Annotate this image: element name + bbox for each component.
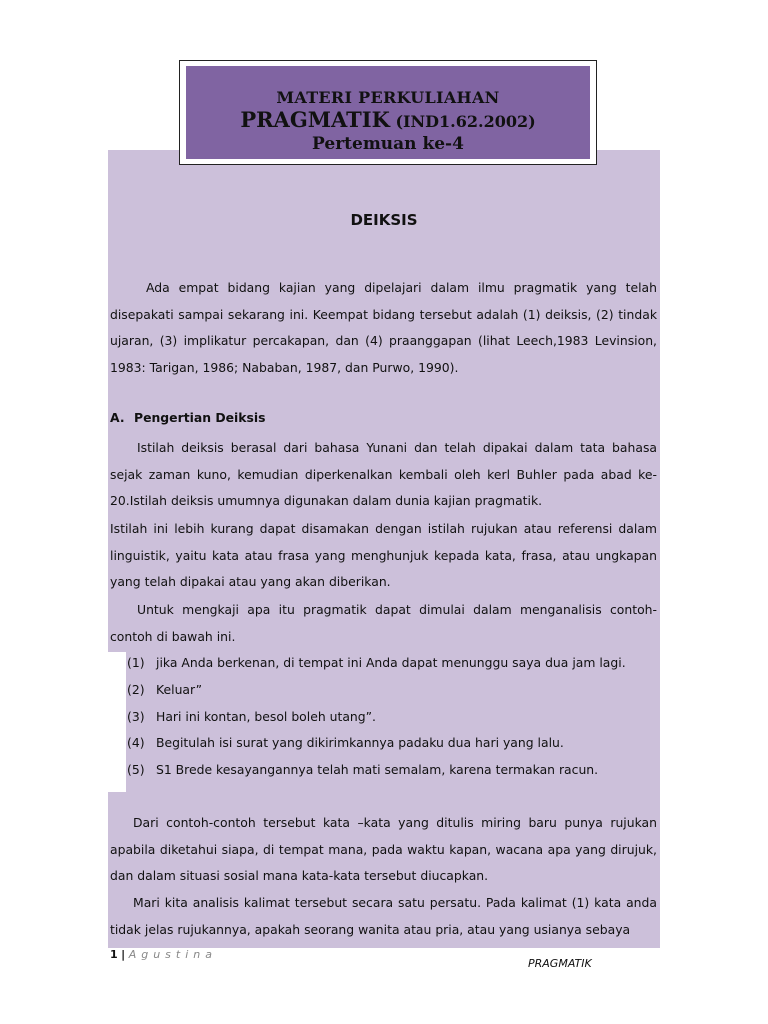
header-course-name: PRAGMATIK — [240, 107, 390, 132]
footer-author: Agustina — [128, 948, 217, 961]
list-item: (5) S1 Brede kesayangannya telah mati semalam, karena termakan racun. — [127, 762, 599, 777]
paragraph-2: Istilah ini lebih kurang dapat disamakan dengan istilah rujukan atau referensi dalam linguistik, yaitu kata atau frasa yang menghunjuk kepada kata, frasa, atau ungkapan yang telah dipakai atau yang akan diberikan. — [110, 521, 657, 590]
header-course-code: (IND1.62.2002) — [395, 112, 536, 131]
footer-separator: | — [121, 948, 126, 961]
footer-course: PRAGMATIK — [528, 957, 592, 970]
header-line3: Pertemuan ke-4 — [312, 134, 464, 154]
footer-left — [110, 948, 217, 961]
header-line2 — [186, 107, 590, 132]
paragraph-5: Mari kita analisis kalimat tersebut secara satu persatu. Pada kalimat (1) kata anda tidak jelas rujukannya, apakah seorang wanita atau pria, atau yang usianya sebaya — [110, 895, 657, 937]
list-item: (2) Keluar” — [127, 682, 203, 697]
section-title: Pengertian Deiksis — [134, 410, 266, 425]
list-item: (1) jika Anda berkenan, di tempat ini Anda dapat menunggu saya dua jam lagi. — [127, 655, 626, 670]
page-number: 1 — [110, 948, 118, 961]
page-background-notch — [108, 652, 126, 792]
paragraph-4: Dari contoh-contoh tersebut kata –kata yang ditulis miring baru punya rujukan apabila diketahui siapa, di tempat mana, pada waktu kapan, wacana apa yang dirujuk, dan dalam situasi sosial mana kata-kata tersebut diucapkan. — [110, 815, 657, 884]
intro-paragraph: Ada empat bidang kajian yang dipelajari dalam ilmu pragmatik yang telah disepakati sampai sekarang ini. Keempat bidang tersebut adalah (1) deiksis, (2) tindak ujaran, (3) implikatur percakapan, dan (4) praanggapan (lihat Leech,1983 Levinsion, 1983: Tarigan, 1986; Nababan, 1987, dan Purwo, 1990). — [110, 280, 657, 376]
section-heading — [110, 410, 266, 425]
header-box — [179, 60, 597, 165]
header-banner — [186, 66, 590, 159]
list-item: (4) Begitulah isi surat yang dikirimkannya padaku dua hari yang lalu. — [127, 735, 564, 750]
paragraph-3: Untuk mengkaji apa itu pragmatik dapat dimulai dalam menganalisis contoh-contoh di bawah ini. — [110, 602, 657, 644]
section-label: A. — [110, 410, 125, 425]
header-line1: MATERI PERKULIAHAN — [276, 88, 500, 107]
list-item: (3) Hari ini kontan, besol boleh utang”. — [127, 709, 376, 724]
paragraph-1: Istilah deiksis berasal dari bahasa Yunani dan telah dipakai dalam tata bahasa sejak zaman kuno, kemudian diperkenalkan kembali oleh kerl Buhler pada abad ke-20.Istilah deiksis umumnya digunakan dalam dunia kajian pragmatik. — [110, 440, 657, 509]
page-title: DEIKSIS — [350, 211, 418, 229]
